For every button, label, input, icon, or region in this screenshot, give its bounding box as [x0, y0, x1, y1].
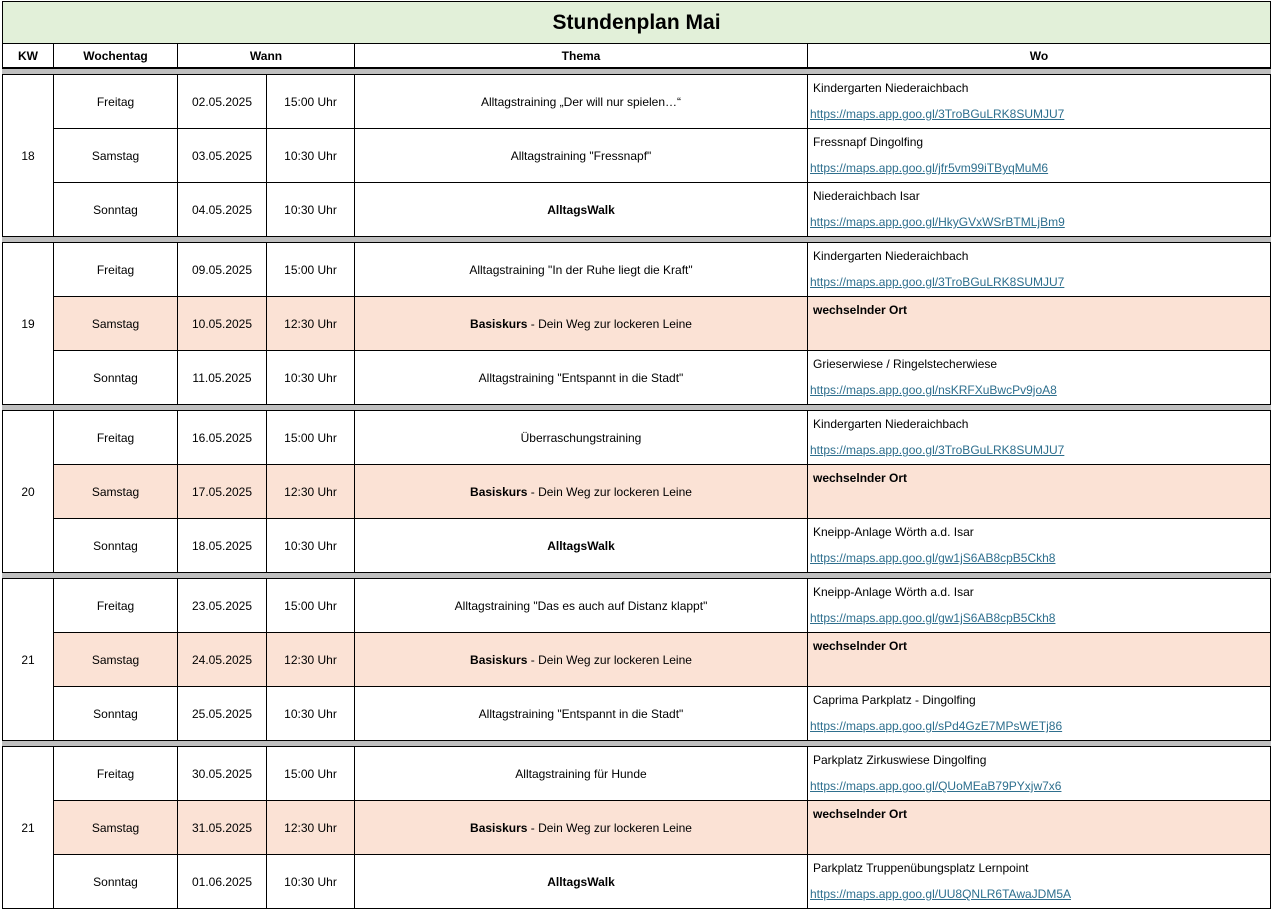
- location-cell: [808, 633, 1271, 687]
- location-name: wechselnder Ort: [813, 639, 908, 653]
- topic-cell: [355, 687, 808, 741]
- table-row: [3, 411, 1271, 465]
- topic-text: Alltagstraining "Fressnapf": [510, 148, 652, 163]
- time-cell: 10:30 Uhr: [267, 183, 355, 237]
- location-cell: [808, 747, 1271, 801]
- location-name: Kindergarten Niederaichbach: [813, 417, 969, 431]
- table-row: [3, 243, 1271, 297]
- location-name: Kindergarten Niederaichbach: [813, 249, 969, 263]
- topic-cell: [355, 579, 808, 633]
- table-row: [3, 465, 1271, 519]
- table-row: [3, 297, 1271, 351]
- kw-cell: 20: [3, 411, 54, 573]
- location-cell: [808, 855, 1271, 909]
- weekday-cell: Samstag: [54, 633, 178, 687]
- topic-bold-text: Basiskurs: [470, 484, 528, 499]
- time-cell: 15:00 Uhr: [267, 747, 355, 801]
- location-name: wechselnder Ort: [813, 303, 908, 317]
- maps-link[interactable]: https://maps.app.goo.gl/QUoMEaB79PYxjw7x6: [810, 779, 1062, 793]
- maps-link[interactable]: https://maps.app.goo.gl/HkyGVxWSrBTMLjBm9: [810, 215, 1065, 229]
- kw-cell: 21: [3, 579, 54, 741]
- weekday-cell: Freitag: [54, 579, 178, 633]
- time-cell: 10:30 Uhr: [267, 687, 355, 741]
- weekday-cell: Samstag: [54, 465, 178, 519]
- table-row: [3, 75, 1271, 129]
- weekday-cell: Samstag: [54, 297, 178, 351]
- maps-link[interactable]: https://maps.app.goo.gl/3TroBGuLRK8SUMJU7: [810, 443, 1065, 457]
- header-thema: Thema: [355, 44, 808, 69]
- location-name: Niederaichbach Isar: [813, 189, 920, 203]
- location-name: Caprima Parkplatz - Dingolfing: [813, 693, 976, 707]
- date-cell: 30.05.2025: [178, 747, 267, 801]
- time-cell: 15:00 Uhr: [267, 243, 355, 297]
- time-cell: 10:30 Uhr: [267, 519, 355, 573]
- maps-link[interactable]: https://maps.app.goo.gl/gw1jS6AB8cpB5Ckh8: [810, 611, 1056, 625]
- table-row: [3, 183, 1271, 237]
- date-cell: 10.05.2025: [178, 297, 267, 351]
- topic-cell: [355, 855, 808, 909]
- location-name: Parkplatz Zirkuswiese Dingolfing: [813, 753, 987, 767]
- topic-cell: [355, 411, 808, 465]
- time-cell: 15:00 Uhr: [267, 411, 355, 465]
- schedule-sheet: [2, 1, 1270, 909]
- weekday-cell: Freitag: [54, 75, 178, 129]
- date-cell: 25.05.2025: [178, 687, 267, 741]
- header-wo: Wo: [808, 44, 1271, 69]
- date-cell: 18.05.2025: [178, 519, 267, 573]
- weekday-cell: Freitag: [54, 243, 178, 297]
- table-row: [3, 633, 1271, 687]
- location-cell: [808, 465, 1271, 519]
- topic-cell: [355, 243, 808, 297]
- location-name: Grieserwiese / Ringelstecherwiese: [813, 357, 998, 371]
- table-row: [3, 687, 1271, 741]
- topic-text: Alltagstraining für Hunde: [515, 766, 647, 781]
- table-row: [3, 747, 1271, 801]
- weekday-cell: Samstag: [54, 801, 178, 855]
- topic-text: Alltagstraining "Entspannt in die Stadt": [478, 706, 684, 721]
- topic-bold-text: Basiskurs: [470, 820, 528, 835]
- time-cell: 10:30 Uhr: [267, 129, 355, 183]
- location-cell: [808, 243, 1271, 297]
- location-cell: [808, 687, 1271, 741]
- weekday-cell: Sonntag: [54, 519, 178, 573]
- date-cell: 31.05.2025: [178, 801, 267, 855]
- topic-text: Alltagstraining „Der will nur spielen…“: [480, 94, 682, 109]
- table-row: [3, 801, 1271, 855]
- weekday-cell: Sonntag: [54, 855, 178, 909]
- header-row: [3, 44, 1271, 69]
- maps-link[interactable]: https://maps.app.goo.gl/3TroBGuLRK8SUMJU7: [810, 107, 1065, 121]
- topic-cell: [355, 351, 808, 405]
- topic-text: Alltagstraining "Entspannt in die Stadt": [478, 370, 684, 385]
- topic-bold-text: Basiskurs: [470, 316, 528, 331]
- topic-text: Alltagstraining "In der Ruhe liegt die Kraft": [469, 262, 693, 277]
- weekday-cell: Freitag: [54, 411, 178, 465]
- location-name: wechselnder Ort: [813, 807, 908, 821]
- time-cell: 15:00 Uhr: [267, 75, 355, 129]
- date-cell: 11.05.2025: [178, 351, 267, 405]
- location-cell: [808, 411, 1271, 465]
- topic-cell: [355, 75, 808, 129]
- date-cell: 04.05.2025: [178, 183, 267, 237]
- maps-link[interactable]: https://maps.app.goo.gl/nsKRFXuBwcPv9joA8: [810, 383, 1057, 397]
- date-cell: 23.05.2025: [178, 579, 267, 633]
- date-cell: 16.05.2025: [178, 411, 267, 465]
- date-cell: 02.05.2025: [178, 75, 267, 129]
- weekday-cell: Sonntag: [54, 183, 178, 237]
- date-cell: 03.05.2025: [178, 129, 267, 183]
- page-title: Stundenplan Mai: [3, 2, 1271, 44]
- topic-bold-text: AlltagsWalk: [547, 538, 615, 553]
- location-cell: [808, 129, 1271, 183]
- topic-text: - Dein Weg zur lockeren Leine: [527, 484, 692, 499]
- weekday-cell: Freitag: [54, 747, 178, 801]
- time-cell: 10:30 Uhr: [267, 855, 355, 909]
- location-cell: [808, 801, 1271, 855]
- date-cell: 09.05.2025: [178, 243, 267, 297]
- weekday-cell: Samstag: [54, 129, 178, 183]
- location-cell: [808, 351, 1271, 405]
- location-name: Parkplatz Truppenübungsplatz Lernpoint: [813, 861, 1029, 875]
- time-cell: 12:30 Uhr: [267, 801, 355, 855]
- title-row: [3, 2, 1271, 44]
- topic-cell: [355, 465, 808, 519]
- table-row: [3, 129, 1271, 183]
- time-cell: 12:30 Uhr: [267, 297, 355, 351]
- topic-cell: [355, 129, 808, 183]
- maps-link[interactable]: https://maps.app.goo.gl/gw1jS6AB8cpB5Ckh8: [810, 551, 1056, 565]
- header-wochentag: Wochentag: [54, 44, 178, 69]
- topic-bold-text: Basiskurs: [470, 652, 528, 667]
- topic-bold-text: AlltagsWalk: [547, 874, 615, 889]
- table-row: [3, 855, 1271, 909]
- date-cell: 01.06.2025: [178, 855, 267, 909]
- time-cell: 12:30 Uhr: [267, 465, 355, 519]
- topic-text: - Dein Weg zur lockeren Leine: [527, 820, 692, 835]
- topic-cell: [355, 747, 808, 801]
- location-name: Kneipp-Anlage Wörth a.d. Isar: [813, 525, 974, 539]
- weekday-cell: Sonntag: [54, 687, 178, 741]
- location-name: Fressnapf Dingolfing: [813, 135, 924, 149]
- location-cell: [808, 75, 1271, 129]
- maps-link[interactable]: https://maps.app.goo.gl/UU8QNLR6TAwaJDM5A: [810, 887, 1072, 901]
- topic-text: Überraschungstraining: [520, 430, 642, 445]
- header-kw: KW: [3, 44, 54, 69]
- date-cell: 17.05.2025: [178, 465, 267, 519]
- schedule-table: [2, 1, 1271, 909]
- topic-bold-text: AlltagsWalk: [547, 202, 615, 217]
- time-cell: 10:30 Uhr: [267, 351, 355, 405]
- topic-cell: [355, 633, 808, 687]
- topic-text: - Dein Weg zur lockeren Leine: [527, 652, 692, 667]
- table-row: [3, 519, 1271, 573]
- location-cell: [808, 183, 1271, 237]
- maps-link[interactable]: https://maps.app.goo.gl/3TroBGuLRK8SUMJU7: [810, 275, 1065, 289]
- time-cell: 15:00 Uhr: [267, 579, 355, 633]
- location-name: Kindergarten Niederaichbach: [813, 81, 969, 95]
- topic-cell: [355, 519, 808, 573]
- time-cell: 12:30 Uhr: [267, 633, 355, 687]
- topic-cell: [355, 801, 808, 855]
- topic-text: Alltagstraining "Das es auch auf Distanz klappt": [454, 598, 708, 613]
- location-cell: [808, 297, 1271, 351]
- table-row: [3, 579, 1271, 633]
- topic-text: - Dein Weg zur lockeren Leine: [527, 316, 692, 331]
- location-name: wechselnder Ort: [813, 471, 908, 485]
- maps-link[interactable]: https://maps.app.goo.gl/jfr5vm99iTByqMuM6: [810, 161, 1049, 175]
- kw-cell: 19: [3, 243, 54, 405]
- topic-cell: [355, 183, 808, 237]
- table-row: [3, 351, 1271, 405]
- maps-link[interactable]: https://maps.app.goo.gl/sPd4GzE7MPsWETj86: [810, 719, 1063, 733]
- location-name: Kneipp-Anlage Wörth a.d. Isar: [813, 585, 974, 599]
- weekday-cell: Sonntag: [54, 351, 178, 405]
- location-cell: [808, 519, 1271, 573]
- kw-cell: 21: [3, 747, 54, 909]
- header-wann: Wann: [178, 44, 355, 69]
- kw-cell: 18: [3, 75, 54, 237]
- location-cell: [808, 579, 1271, 633]
- date-cell: 24.05.2025: [178, 633, 267, 687]
- topic-cell: [355, 297, 808, 351]
